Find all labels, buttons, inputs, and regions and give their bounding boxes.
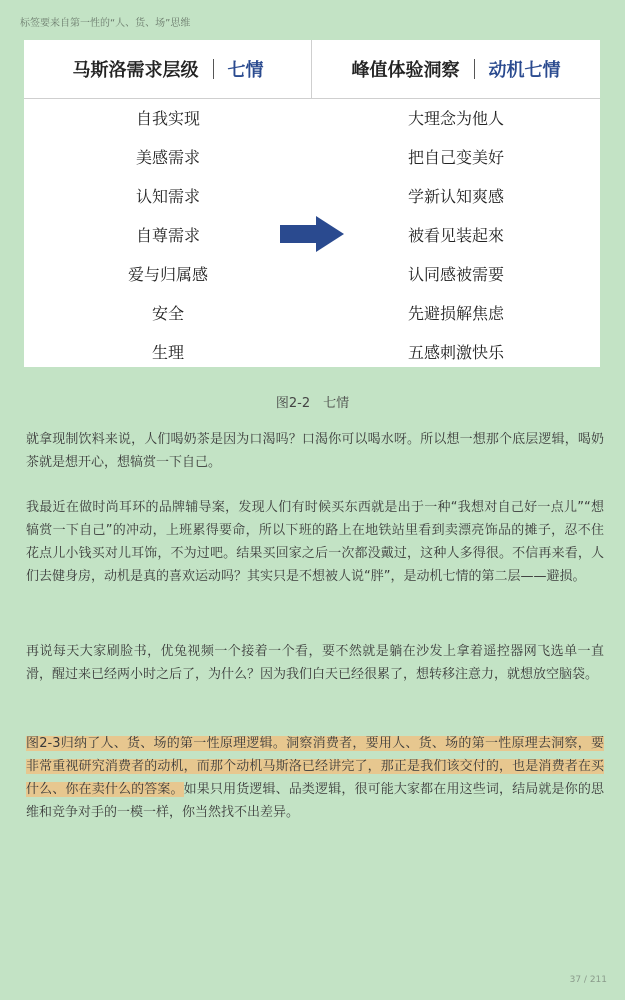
emotion-column-header (312, 40, 600, 98)
header-divider-vertical (311, 40, 312, 98)
emotion-accent-title: 动机七情 (488, 60, 561, 81)
right-arrow-shape (280, 216, 344, 252)
maslow-item: 认知需求 (135, 187, 200, 206)
maslow-item: 自我实现 (135, 109, 200, 128)
emotion-column (312, 40, 600, 367)
maslow-column-header (24, 40, 312, 98)
maslow-item: 安全 (151, 304, 184, 323)
emotion-item: 先避损解焦虑 (407, 304, 504, 323)
emotion-item: 把自己变美好 (407, 148, 504, 167)
paragraph-first-principle (26, 732, 604, 824)
maslow-item: 美感需求 (135, 148, 200, 167)
paragraph-earrings: 我最近在做时尚耳环的品牌辅导案，发现人们有时候买东西就是出于一种“我想对自己好一点儿”“想犒赏一下自己”的冲动，上班累得要命，所以下班的路上在地铁站里看到卖漂亮饰品的摊子，忍不住花点儿小钱买对儿耳饰，不为过吧。结果买回家之后一次都没戴过，这种人多得很。不信再来看，人们去健身房，动机是真的喜欢运动吗？其实只是不想被人说“胖”，是动机七情的第二层——避损。 (26, 500, 604, 584)
header-divider-horizontal (24, 98, 600, 99)
right-arrow-icon (280, 216, 344, 252)
maslow-list (24, 98, 312, 371)
title-separator (213, 59, 214, 79)
maslow-title: 马斯洛需求层级 (72, 60, 199, 81)
emotion-title: 峰值体验洞察 (351, 60, 460, 81)
maslow-item: 生理 (151, 343, 184, 362)
emotion-item: 大理念为他人 (407, 109, 504, 128)
emotion-item: 认同感被需要 (407, 265, 504, 284)
paragraph-rest-text: 如果只用货逻辑、品类逻辑，很可能大家都在用这些词，结局就是你的思维和竞争对手的一模一样，你当然找不出差异。 (26, 782, 604, 820)
page-number: 37 / 211 (569, 975, 607, 985)
maslow-item: 爱与归属感 (127, 265, 208, 284)
maslow-item: 自尊需求 (135, 226, 200, 245)
emotion-item: 学新认知爽感 (407, 187, 504, 206)
figure-caption: 图2-2 七情 (275, 396, 350, 411)
emotion-item: 五感刺激快乐 (407, 343, 504, 362)
maslow-accent-title: 七情 (227, 60, 264, 81)
emotion-list (312, 98, 600, 371)
book-header-title: 标签要来自第一性的“人、货、场”思维 (20, 18, 191, 29)
paragraph-milk-tea: 就拿现制饮料来说，人们喝奶茶是因为口渴吗？口渴你可以喝水呀。所以想一想那个底层逻辑，喝奶茶就是想开心，想犒赏一下自己。 (26, 432, 604, 470)
emotion-item: 被看见装起來 (407, 226, 504, 245)
maslow-column (24, 40, 312, 367)
highlighted-text[interactable]: 图2-3归纳了人、货、场的第一性原理逻辑。洞察消费者，要用人、货、场的第一性原理去洞察，要非常重视研究消费者的动机，而那个动机马斯洛已经讲完了，那正是我们该交付的，也是消费者在买什么、你在卖什么的答案。 (26, 736, 604, 797)
figure-seven-emotions (24, 40, 600, 367)
title-separator (474, 59, 475, 79)
paragraph-video: 再说每天大家刷脸书，优兔视频一个接着一个看，要不然就是躺在沙发上拿着遥控器网飞选单一直滑，醒过来已经两小时之后了，为什么？因为我们白天已经很累了，想转移注意力，就想放空脑袋。 (26, 644, 604, 682)
